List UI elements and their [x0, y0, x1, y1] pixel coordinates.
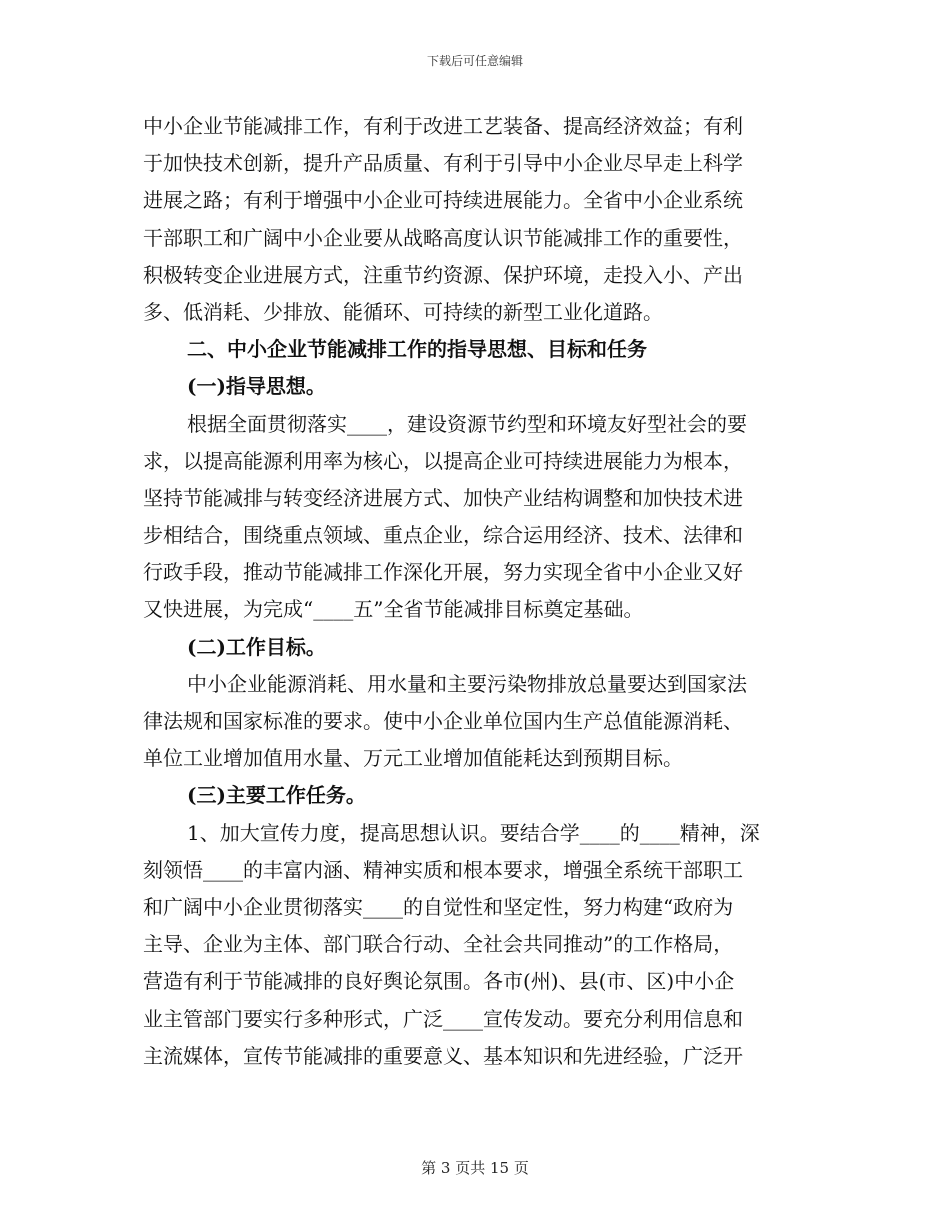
- paragraph-line: 步相结合，围绕重点领域、重点企业，综合运用经济、技术、法律和: [143, 523, 743, 548]
- paragraph-line: 1、加大宣传力度，提高思想认识。要结合学____的____精神，深: [187, 820, 760, 845]
- paragraph-line: 刻领悟____的丰富内涵、精神实质和根本要求，增强全系统干部职工: [143, 857, 743, 882]
- page-header: 下载后可任意编辑: [426, 54, 523, 68]
- paragraph-line: 主流媒体，宣传节能减排的重要意义、基本知识和先进经验，广泛开: [143, 1043, 743, 1068]
- section-heading: (三)主要工作任务。: [187, 783, 366, 808]
- paragraph-line: 多、低消耗、少排放、能循环、可持续的新型工业化道路。: [143, 299, 663, 324]
- paragraph-line: 单位工业增加值用水量、万元工业增加值能耗达到预期目标。: [143, 746, 683, 771]
- paragraph-line: 业主管部门要实行多种形式，广泛____宣传发动。要充分利用信息和: [143, 1006, 743, 1031]
- paragraph-line: 坚持节能减排与转变经济进展方式、加快产业结构调整和加快技术进: [143, 485, 743, 510]
- paragraph-line: 求，以提高能源利用率为核心，以提高企业可持续进展能力为根本，: [143, 448, 743, 473]
- paragraph-line: 干部职工和广阔中小企业要从战略高度认识节能减排工作的重要性，: [143, 225, 743, 250]
- paragraph-line: 积极转变企业进展方式，注重节约资源、保护环境，走投入小、产出: [143, 262, 743, 287]
- section-heading: (一)指导思想。: [187, 374, 326, 399]
- paragraph-line: 中小企业节能减排工作，有利于改进工艺装备、提高经济效益；有利: [143, 114, 743, 138]
- paragraph-line: 和广阔中小企业贯彻落实____的自觉性和坚定性，努力构建“政府为: [143, 894, 734, 919]
- paragraph-line: 根据全面贯彻落实____，建设资源节约型和环境友好型社会的要: [187, 411, 747, 436]
- section-heading: (二)工作目标。: [187, 634, 326, 659]
- section-heading: 二、中小企业节能减排工作的指导思想、目标和任务: [187, 337, 647, 362]
- paragraph-line: 进展之路；有利于增强中小企业可持续进展能力。全省中小企业系统: [143, 188, 743, 213]
- paragraph-line: 中小企业能源消耗、用水量和主要污染物排放总量要达到国家法: [187, 671, 747, 696]
- paragraph-line: 律法规和国家标准的要求。使中小企业单位国内生产总值能源消耗、: [143, 709, 743, 733]
- paragraph-line: 行政手段，推动节能减排工作深化开展，努力实现全省中小企业又好: [143, 560, 743, 585]
- page-footer: 第 3 页共 15 页: [421, 1159, 529, 1177]
- paragraph-line: 营造有利于节能减排的良好舆论氛围。各市(州)、县(市、区)中小企: [143, 969, 735, 994]
- paragraph-line: 又快进展，为完成“____五”全省节能减排目标奠定基础。: [143, 597, 644, 622]
- paragraph-line: 于加快技术创新，提升产品质量、有利于引导中小企业尽早走上科学: [143, 151, 743, 176]
- paragraph-line: 主导、企业为主体、部门联合行动、全社会共同推动”的工作格局，: [143, 932, 734, 957]
- document-body: [143, 108, 807, 1075]
